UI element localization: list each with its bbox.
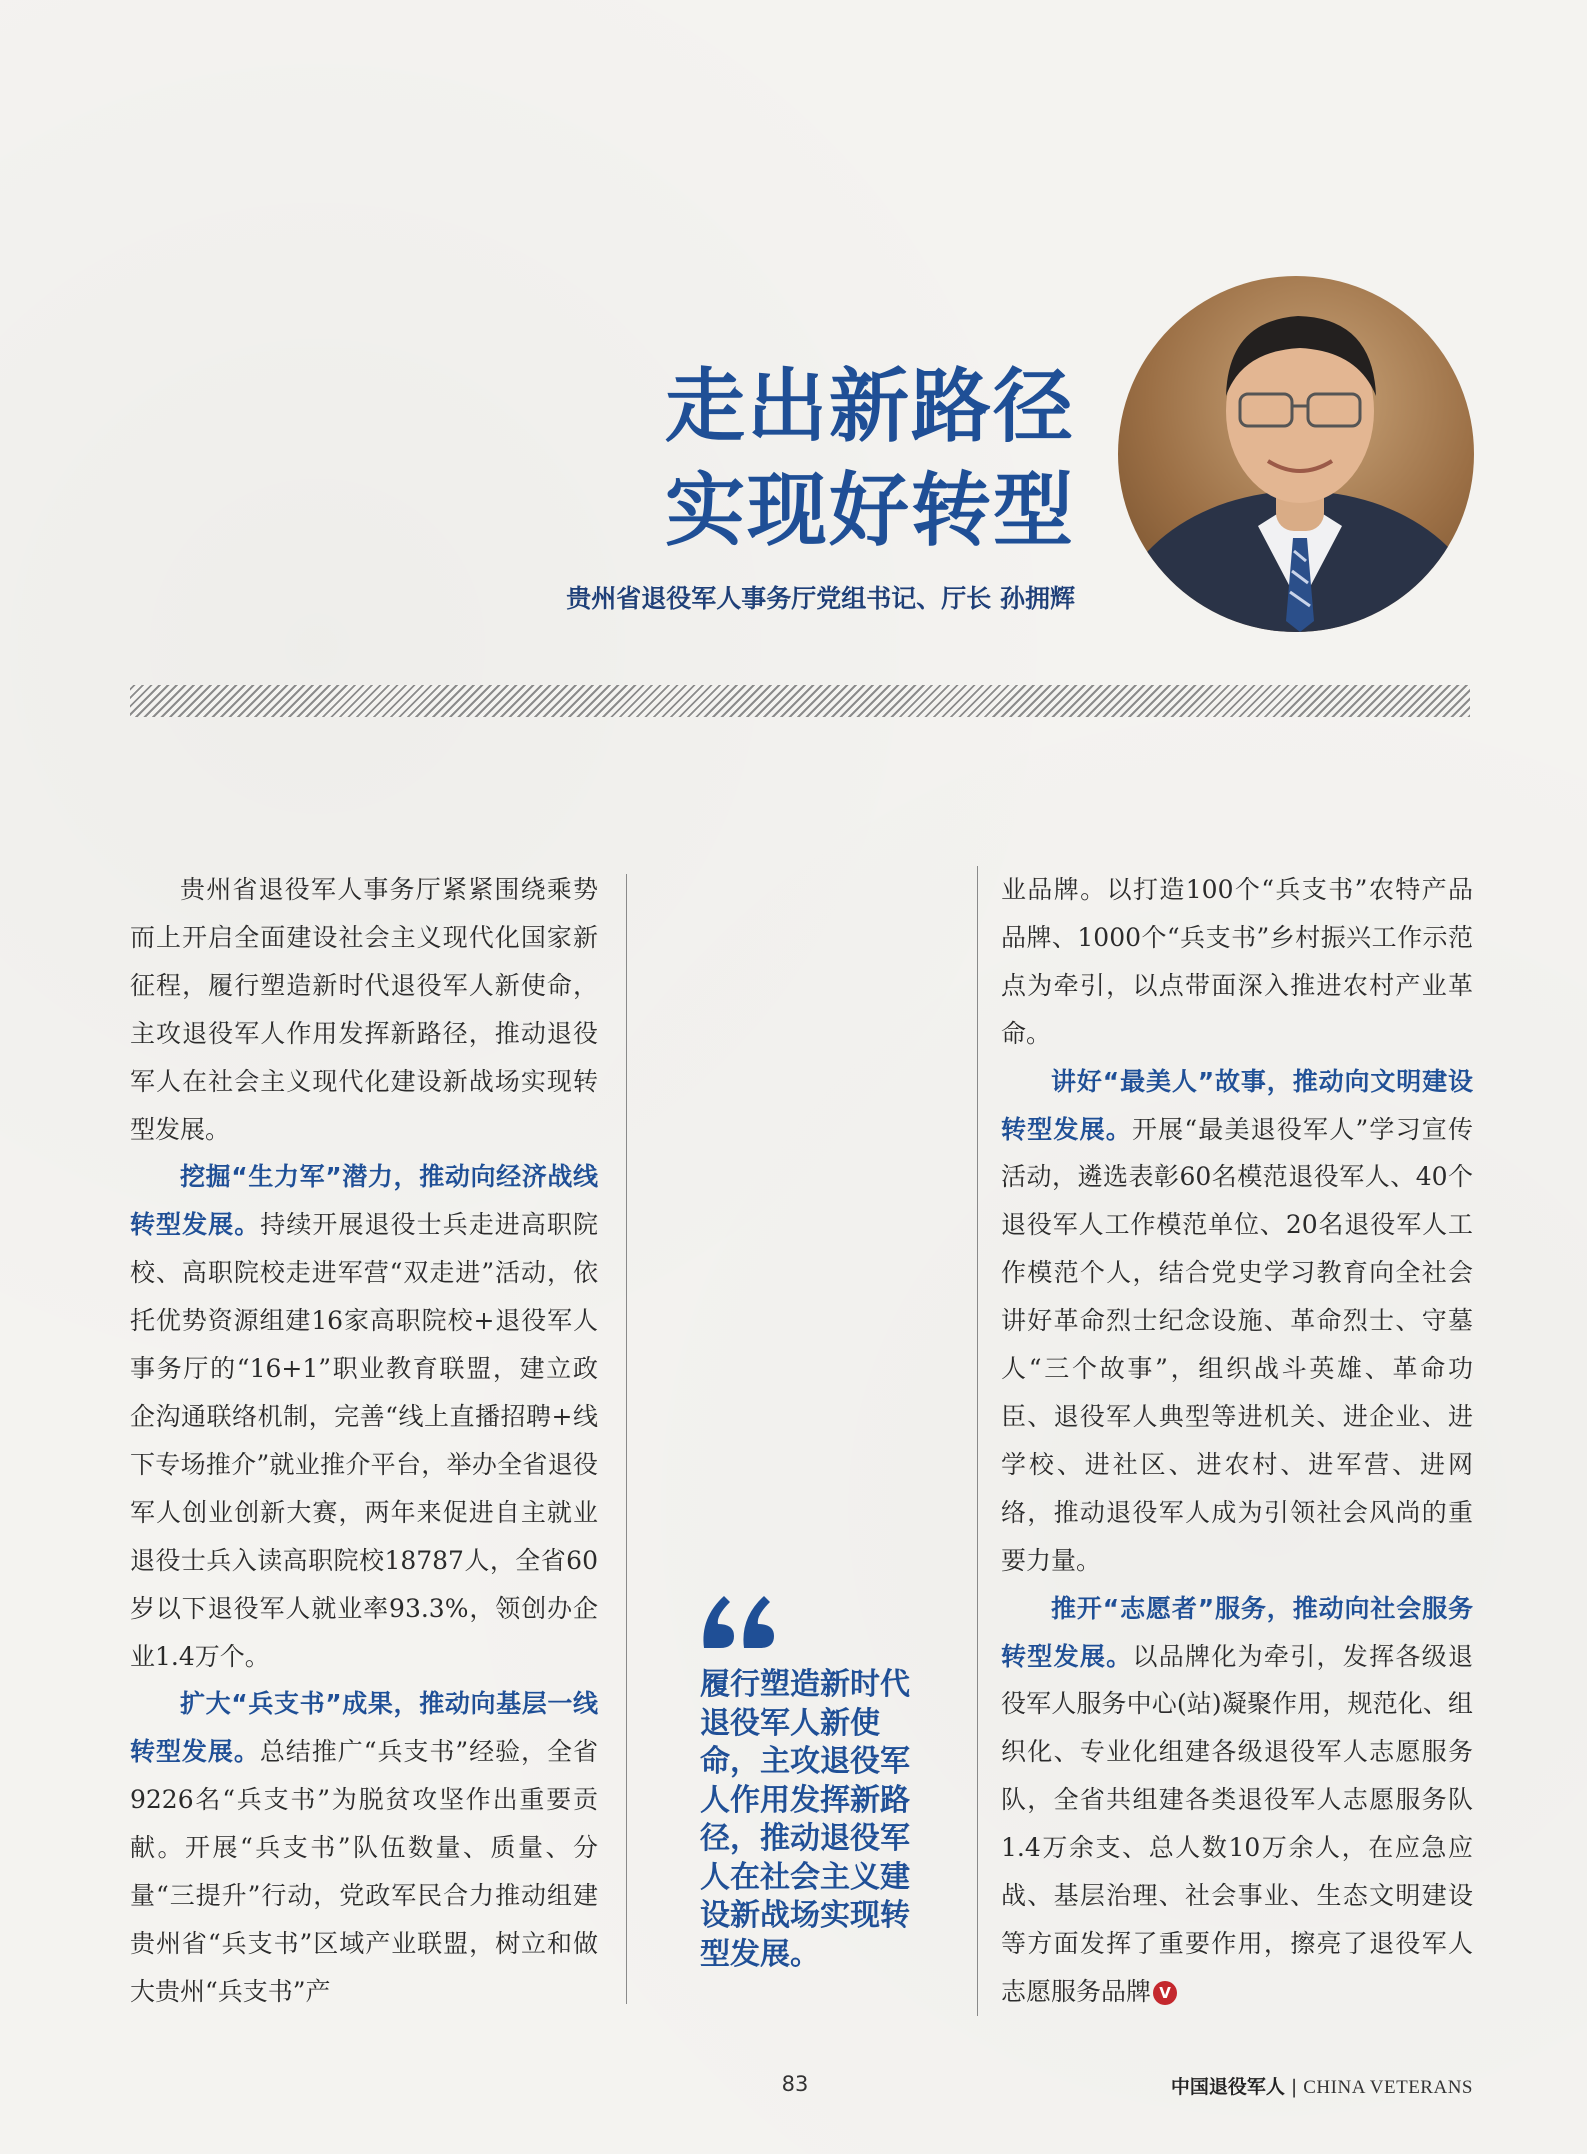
column-left: [130, 866, 598, 2016]
author-byline: 贵州省退役军人事务厅党组书记、厅长 孙拥辉: [566, 584, 1075, 613]
portrait-illustration: [1118, 276, 1474, 632]
continued-paragraph: 业品牌。以打造100个“兵支书”农特产品品牌、1000个“兵支书”乡村振兴工作示范点为牵引，以点带面深入推进农村产业革命。: [1001, 875, 1473, 1048]
section-body: 总结推广“兵支书”经验，全省9226名“兵支书”为脱贫攻坚作出重要贡献。开展“兵支书”队伍数量、质量、分量“三提升”行动，党政军民合力推动组建贵州省“兵支书”区域产业联盟，树立和做大贵州“兵支书”产: [130, 1737, 598, 2006]
title-line-2: 实现好转型: [665, 464, 1075, 557]
section-heading: 扩大“兵支书”成果，推动向基层一线转型发展。: [130, 1689, 598, 1767]
magazine-footer: [1171, 2072, 1473, 2099]
section-heading: 挖掘“生力军”潜力，推动向经济战线转型发展。: [130, 1162, 598, 1240]
section-grassroots: [130, 1680, 598, 2015]
section-body: 开展“最美退役军人”学习宣传活动，遴选表彰60名模范退役军人、40个退役军人工作模范单位、20名退役军人工作模范个人，结合党史学习教育向全社会讲好革命烈士纪念设施、革命烈士、守墓人“三个故事”，组织战斗英雄、革命功臣、退役军人典型等进机关、进企业、进学校、进社区、进农村、进军营、进网络，推动退役军人成为引领社会风尚的重要力量。: [1001, 1114, 1473, 1575]
magazine-name-en: CHINA VETERANS: [1303, 2077, 1473, 2098]
article-title: [515, 355, 1075, 563]
column-divider-left: [626, 874, 627, 2004]
pull-quote: 履行塑造新时代退役军人新使命，主攻退役军人作用发挥新路径，推动退役军人在社会主义建设新战场实现转型发展。: [700, 1667, 910, 1972]
end-mark-icon: V: [1153, 1981, 1177, 2005]
section-civilization: [1001, 1058, 1473, 1585]
column-right: [1001, 866, 1473, 2016]
intro-paragraph: 贵州省退役军人事务厅紧紧围绕乘势而上开启全面建设社会主义现代化国家新征程，履行塑造新时代退役军人新使命，主攻退役军人作用发挥新路径，推动退役军人在社会主义现代化建设新战场实现转型发展。: [130, 875, 598, 1144]
column-divider-right: [977, 866, 978, 2016]
section-body: 以品牌化为牵引，发挥各级退役军人服务中心(站)凝聚作用，规范化、组织化、专业化组建各级退役军人志愿服务队，全省共组建各类退役军人志愿服务队1.4万余支、总人数10万余人，在应急应战、基层治理、社会事业、生态文明建设等方面发挥了重要作用，擦亮了退役军人志愿服务品牌: [1001, 1641, 1473, 2006]
section-body: 持续开展退役士兵走进高职院校、高职院校走进军营“双走进”活动，依托优势资源组建16家高职院校+退役军人事务厅的“16+1”职业教育联盟，建立政企沟通联络机制，完善“线上直播招聘+线下专场推介”就业推介平台，举办全省退役军人创业创新大赛，两年来促进自主就业退役士兵入读高职院校18787人，全省60岁以下退役军人就业率93.3%，领创办企业1.4万个。: [130, 1210, 598, 1671]
page-number: 83: [781, 2072, 809, 2096]
title-line-1: 走出新路径: [665, 360, 1075, 453]
quote-open-icon: [700, 1590, 780, 1652]
magazine-name-cn: 中国退役军人: [1170, 2076, 1285, 2098]
section-volunteer: [1001, 1585, 1473, 2016]
section-heading: 推开“志愿者”服务，推动向社会服务转型发展。: [1001, 1593, 1473, 1671]
section-heading: 讲好“最美人”故事，推动向文明建设转型发展。: [1001, 1066, 1473, 1144]
footer-separator: |: [1290, 2076, 1298, 2098]
section-economy: [130, 1153, 598, 1680]
author-portrait: [1118, 276, 1474, 632]
decorative-hatched-rule: [130, 685, 1470, 717]
